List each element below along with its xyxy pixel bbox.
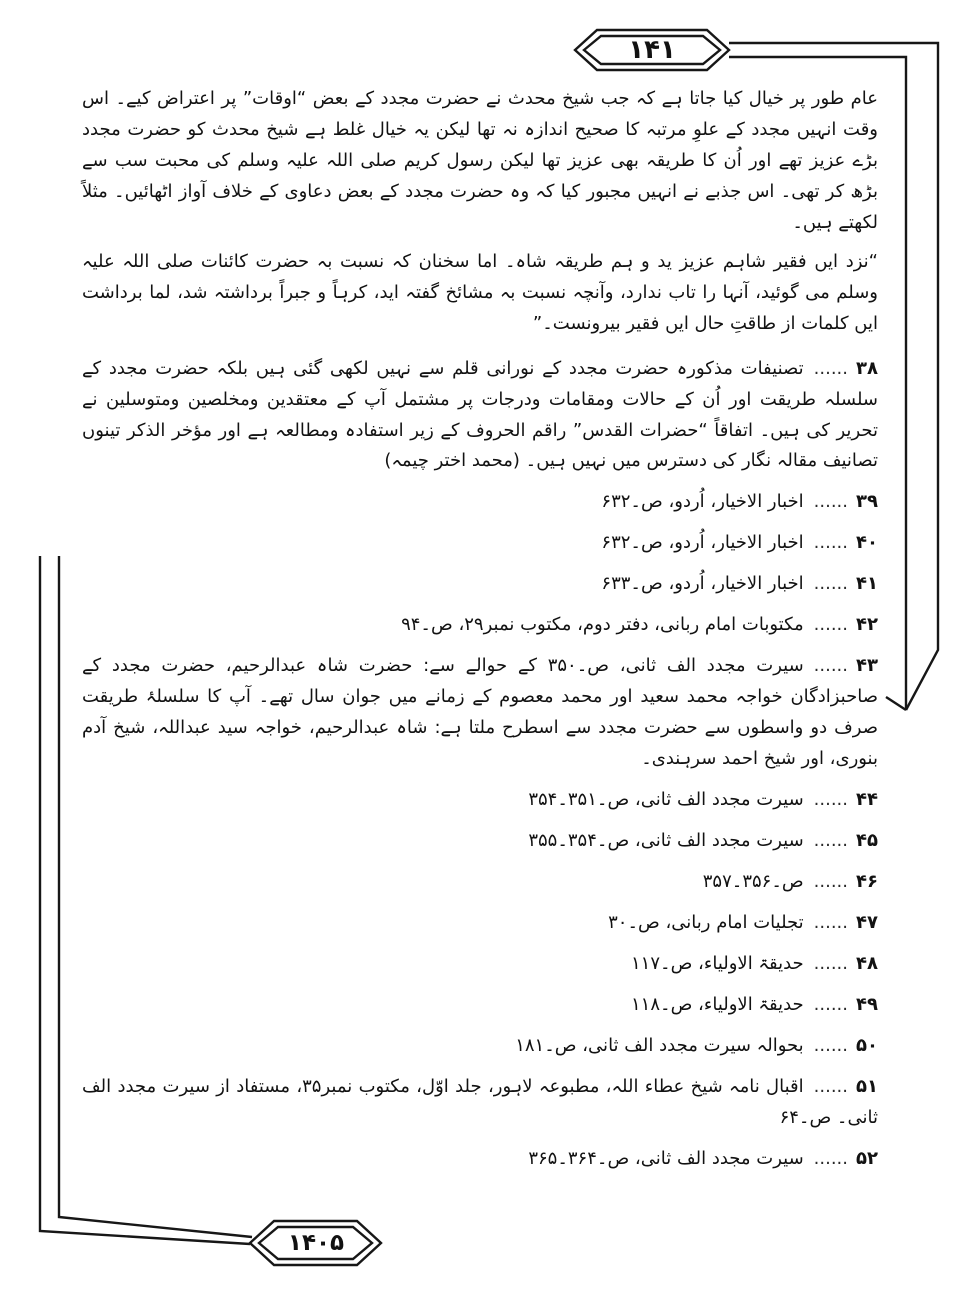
dot-leader: ...... [813,993,848,1015]
reference-item [82,528,878,559]
reference-number: ۵۱ [856,1075,878,1097]
reference-number: ۴۲ [856,614,878,636]
reference-number: ۳۸ [856,357,878,379]
reference-text: مکتوبات امام ربانی، دفتر دوم، مکتوب نمبر۲۹، ص۔۹۴ [401,614,804,636]
reference-item [82,651,878,775]
dot-leader: ...... [813,614,848,636]
dot-leader: ...... [813,1147,848,1169]
reference-number: ۴۴ [856,789,878,811]
reference-item [82,990,878,1021]
reference-number: ۴۵ [856,830,878,852]
reference-item [82,867,878,898]
reference-number: ۳۹ [856,491,878,513]
reference-text: تصنیفات مذکورہ حضرت مجدد کے نورانی قلم سے نہیں لکھی گئی ہیں بلکہ حضرت مجدد کے سلسلہ طریقت اور اُن کے حالات ومقامات ودرجات پر مشتمل آپ کے معتقدین ومخلصین ومتوسلین نے تحریر کی ہیں۔ اتفاقاً “حضرات القدس” راقم الحروف کے زیر استفادہ ومطالعہ ہے اور مؤخر الذکر تینوں تصانیف مقالہ نگار کی دسترس میں نہیں ہیں۔ (محمد اختر چیمہ) [82,357,878,472]
bottom-page-number [251,1224,381,1262]
dot-leader: ...... [813,952,848,974]
dot-leader: ...... [813,491,848,513]
persian-quote-paragraph: “نزد ایں فقیر شاہم عزیز ید و ہم طریقہ شاہ۔ اما سخنان کہ نسبت بہ حضرت کائنات صلی اللہ علیہ وسلم می گوئید، آنہا را تاب ندارد، وآنچہ نسبت بہ مشائخ گفتہ اید، کرہاً و جبراً برداشتہ شد، لما برداشت ایں کلمات از طاقتِ حال ایں فقیر بیرونست۔” [82,250,878,334]
reference-text: اخبار الاخیار، اُردو، ص۔۶۳۲ [601,491,804,513]
reference-number: ۴۹ [856,993,878,1015]
reference-item [82,1031,878,1062]
reference-number: ۵۰ [856,1034,878,1056]
reference-text: حدیقۃ الاولیاء، ص۔۱۱۸ [631,993,804,1015]
page-text-block [82,84,878,1185]
reference-item [82,569,878,600]
reference-text: اقبال نامہ شیخ عطاء اللہ، مطبوعہ لاہور، جلد اوّل، مکتوب نمبر۳۵، مستفاد از سیرت مجدد الف ثانی۔ ص۔۶۴ [82,1075,878,1128]
dot-leader: ...... [813,789,848,811]
dot-leader: ...... [813,357,848,379]
reference-text: تجلیات امام ربانی، ص۔۳۰ [608,911,804,933]
top-page-number [575,31,729,69]
reference-item [82,487,878,518]
dot-leader: ...... [813,1034,848,1056]
reference-number: ۴۸ [856,952,878,974]
reference-text: سیرت مجدد الف ثانی، ص۔۳۶۴۔۳۶۵ [528,1147,804,1169]
reference-item [82,610,878,641]
intro-paragraph: عام طور پر خیال کیا جاتا ہے کہ جب شیخ محدث نے حضرت مجدد کے بعض “اوقات” پر اعتراض کیے۔ اس وقت انہیں مجدد کے علوِ مرتبہ کا صحیح اندازہ نہ تھا لیکن یہ خیال غلط ہے شیخ محدث کو حضرت مجدد بڑے عزیز تھے اور اُن کا طریقہ بھی عزیز تھا لیکن رسول کریم صلی اللہ علیہ وسلم کی محبت سب سے بڑھ کر تھی۔ اس جذبے نے انہیں مجبور کیا کہ وہ حضرت مجدد کے بعض دعاوی کے خلاف آواز اٹھائیں۔ مثلاً لکھتے ہیں۔ [82,88,878,233]
dot-leader: ...... [813,655,848,677]
dot-leader: ...... [813,911,848,933]
reference-number: ۴۶ [856,870,878,892]
reference-number: ۴۷ [856,911,878,933]
top-page-number-text: ۱۴۱ [628,35,676,65]
reference-text: اخبار الاخیار، اُردو، ص۔۶۳۳ [601,573,804,595]
reference-number: ۴۱ [856,573,878,595]
reference-text: بحوالہ سیرت مجدد الف ثانی، ص۔۱۸۱ [515,1034,804,1056]
reference-text: حدیقۃ الاولیاء، ص۔۱۱۷ [631,952,804,974]
reference-text: سیرت مجدد الف ثانی، ص۔۳۵۴۔۳۵۵ [528,830,804,852]
reference-number: ۴۳ [856,655,878,677]
reference-item [82,785,878,816]
dot-leader: ...... [813,573,848,595]
reference-text: سیرت مجدد الف ثانی، ص۔۳۵۰ کے حوالے سے: حضرت شاہ عبدالرحیم، حضرت مجدد کے صاحبزادگان خواجہ محمد سعید اور محمد معصوم کے زمانے میں جوان سال تھے۔ آپ کا سلسلۂ طریقت صرف دو واسطوں سے حضرت مجدد سے اسطرح ملتا ہے: شاہ عبدالرحیم، خواجہ سید عبداللہ، شیخ آدم بنوری، اور شیخ احمد سرہندی۔ [82,655,878,770]
reference-text: اخبار الاخیار، اُردو، ص۔۶۳۲ [601,532,804,554]
reference-item [82,1072,878,1134]
reference-text: ص۔۳۵۶۔۳۵۷ [702,870,804,892]
reference-text: سیرت مجدد الف ثانی، ص۔۳۵۱۔۳۵۴ [528,789,804,811]
dot-leader: ...... [813,870,848,892]
reference-number: ۵۲ [856,1147,878,1169]
reference-item [82,1144,878,1175]
reference-item [82,949,878,980]
reference-item [82,354,878,478]
dot-leader: ...... [813,830,848,852]
references-list [82,354,878,1175]
dot-leader: ...... [813,532,848,554]
reference-number: ۴۰ [856,532,878,554]
dot-leader: ...... [813,1075,848,1097]
reference-item [82,908,878,939]
reference-item [82,826,878,857]
bottom-page-number-text: ۱۴۰۵ [287,1230,345,1256]
